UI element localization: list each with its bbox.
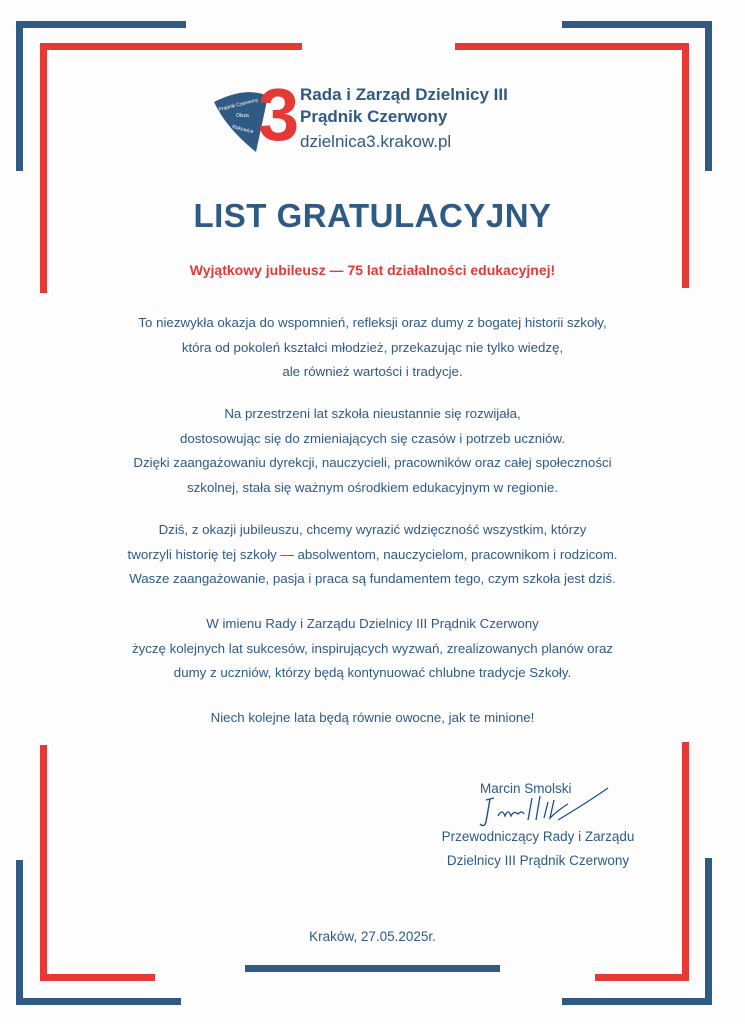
signatory-name: Marcin Smolski <box>480 781 572 796</box>
paragraph-line: Dzięki zaangażowaniu dyrekcji, nauczycieli, pracowników oraz całej społeczności <box>133 455 612 470</box>
frame-top-left-blue-v <box>16 21 23 171</box>
logo-text-3: Rakowice <box>231 124 255 136</box>
frame-bottom-left-red-h <box>40 974 155 981</box>
logo-numeral: 3 <box>258 80 300 156</box>
signatory-role <box>420 825 656 873</box>
paragraph-line: Dziś, z okazji jubileuszu, chcemy wyrazić wdzięczność wszystkim, którzy <box>158 522 587 537</box>
paragraph-line: która od pokoleń kształci młodzież, przekazując nie tylko wiedzę, <box>181 339 564 355</box>
paragraph-line: tworzyli historię tej szkoły — absolwentom, nauczycielom, pracownikom i rodzicom. <box>127 546 618 562</box>
frame-top-right-red-h <box>455 43 689 50</box>
paragraph-line: W imienu Rady i Zarządu Dzielnicy III Prądnik Czerwony <box>206 616 539 631</box>
frame-bottom-left-blue-h <box>16 998 181 1005</box>
document-title: LIST GRATULACYJNY <box>193 197 552 234</box>
signatory-role-line1: Przewodniczący Rady i Zarządu <box>441 829 635 844</box>
org-website: dzielnica3.krakow.pl <box>300 132 452 151</box>
paragraph-4 <box>60 612 685 686</box>
paragraph-3 <box>60 518 685 592</box>
frame-top-left-red-v <box>40 43 47 293</box>
paragraph-line: Na przestrzeni lat szkoła nieustannie się rozwijała, <box>224 406 521 421</box>
paragraph-1 <box>60 311 685 385</box>
logo-text-2: Olsza <box>236 113 249 119</box>
frame-bottom-left-red-v <box>40 745 47 981</box>
frame-top-right-blue-v <box>705 21 712 171</box>
signatory-role-line2: Dzielnicy III Prądnik Czerwony <box>446 853 630 868</box>
frame-top-left-red-h <box>40 43 302 50</box>
frame-bottom-right-red-v <box>682 742 689 981</box>
frame-top-right-blue-h <box>562 21 712 28</box>
paragraph-line: ale również wartości i tradycje. <box>282 364 463 379</box>
district-logo-icon <box>206 80 306 158</box>
paragraph-line: To niezwykła okazja do wspomnień, refleksji oraz dumy z bogatej historii szkoły, <box>138 315 607 330</box>
frame-bottom-right-blue-v <box>705 858 712 1005</box>
paragraph-2 <box>60 402 685 500</box>
frame-bottom-center-blue <box>245 965 500 972</box>
frame-bottom-left-blue-v <box>16 860 23 1005</box>
document-subtitle: Wyjątkowy jubileusz — 75 lat działalności edukacyjnej! <box>189 262 556 278</box>
frame-top-right-red-v <box>682 43 689 288</box>
paragraph-line: Wasze zaangażowanie, pasja i praca są fundamentem tego, czym szkoła jest dziś. <box>129 571 616 586</box>
place-and-date: Kraków, 27.05.2025r. <box>309 929 436 944</box>
paragraph-line: dumy z uczniów, którzy będą kontynuować chlubne tradycje Szkoły. <box>173 665 572 680</box>
paragraph-line: dostosowując się do zmieniających się czasów i potrzeb uczniów. <box>179 430 566 446</box>
frame-bottom-right-blue-h <box>562 998 712 1005</box>
org-name-line2: Prądnik Czerwony <box>300 107 448 126</box>
organization-block <box>300 84 620 154</box>
frame-bottom-right-red-h <box>595 974 689 981</box>
paragraph-line: Niech kolejne lata będą równie owocne, jak te minione! <box>210 710 535 725</box>
logo-text-1: Prądnik Czerwony <box>218 97 259 113</box>
paragraph-line: życzę kolejnych lat sukcesów, inspirujących wyzwań, zrealizowanych planów oraz <box>131 640 614 656</box>
org-name-line1: Rada i Zarząd Dzielnicy III <box>300 85 508 104</box>
paragraph-line: szkolnej, stała się ważnym ośrodkiem edukacyjnym w regionie. <box>187 479 558 495</box>
frame-top-left-blue-h <box>16 21 186 28</box>
paragraph-5 <box>60 706 685 731</box>
